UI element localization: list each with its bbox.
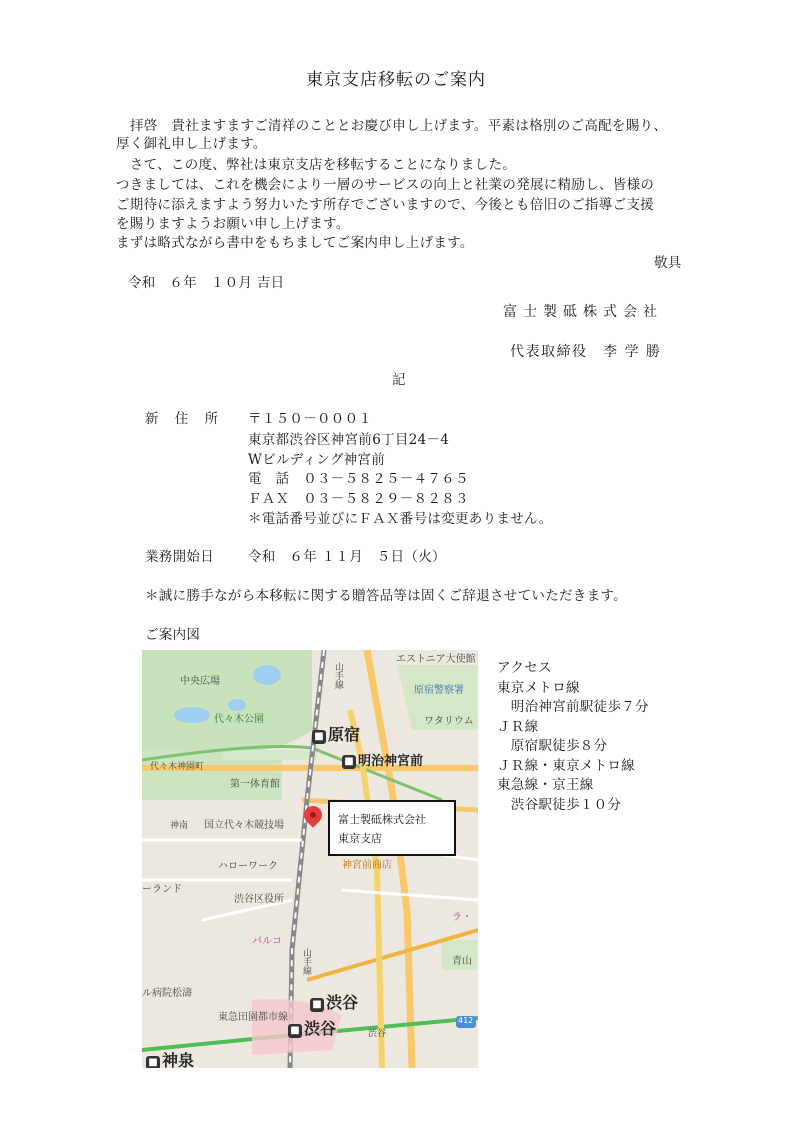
body-line: ご期待に添えますよう努力いたす所存でございますので、今後とも倍旧のご指導ご支援: [116, 197, 654, 213]
map-label: 渋谷区役所: [234, 894, 284, 905]
map-label: 原宿警察署: [414, 685, 464, 696]
train-icon: ■: [310, 998, 324, 1012]
page-title: 東京支店移転のご案内: [306, 70, 486, 90]
access-item: ＪＲ線: [497, 719, 539, 735]
access-item: ＪＲ線・東京メトロ線: [497, 758, 635, 774]
map-label: ーランド: [142, 884, 182, 895]
fax-number: ＦＡＸ ０３－５８２９－８２８３: [248, 491, 469, 507]
map-label: 東急田園都市線: [218, 1012, 288, 1023]
company-name: 富士製砥株式会社: [503, 304, 663, 320]
map-label: 中央広場: [180, 676, 220, 687]
start-date: 令和 ６年 １１月 ５日（火）: [248, 549, 446, 565]
station-shibuya: ■ 渋谷: [310, 990, 358, 1013]
address-line: 東京都渋谷区神宮前6丁目24－4: [248, 432, 450, 448]
start-label: 業務開始日: [145, 549, 214, 565]
signer: 代表取締役 李 学 勝: [510, 344, 662, 360]
metro-icon: ■: [342, 755, 356, 769]
map-label: 第一体育館: [230, 779, 280, 790]
map-label: 国立代々木競技場: [204, 820, 284, 831]
access-item: 渋谷駅徒歩１０分: [497, 797, 622, 813]
callout-branch: 東京支店: [338, 832, 382, 845]
body-line: つきましては、これを機会により一層のサービスの向上と社業の発展に精励し、皆様の: [116, 177, 655, 193]
phone-number: 電 話 ０３－５８２５－４７６５: [248, 471, 469, 487]
callout-company: 富士製砥株式会社: [338, 813, 426, 826]
map-label: 山手線: [333, 662, 343, 689]
map-label: ラ・: [452, 912, 472, 923]
access-item: 原宿駅徒歩８分: [497, 738, 608, 754]
access-heading: アクセス: [497, 660, 552, 676]
letter-date: 令和 ６年 １０月 吉日: [128, 275, 285, 291]
body-line: 拝啓 貴社ますますご清祥のこととお慶び申し上げます。平素は格別のご高配を賜り、: [130, 118, 668, 134]
map-caption: ご案内図: [145, 627, 201, 643]
access-item: 明治神宮前駅徒歩７分: [497, 699, 649, 715]
location-pin-dot: [310, 812, 316, 818]
map-label: 渋谷: [368, 1029, 387, 1039]
location-callout: [328, 800, 456, 856]
map-label: 代々木神園町: [150, 762, 205, 772]
gift-note: ＊誠に勝手ながら本移転に関する贈答品等は固くご辞退させていただきます。: [145, 588, 627, 604]
route-number: 412: [458, 1016, 474, 1025]
map: [142, 650, 478, 1068]
map-label: ワタリウム: [424, 716, 474, 727]
body-line: 厚く御礼申し上げます。: [116, 136, 267, 152]
map-label: 神宮前商店: [342, 860, 392, 871]
address-label: 新 住 所: [145, 411, 225, 427]
phone-note: ＊電話番号並びにＦＡＸ番号は変更ありません。: [248, 511, 553, 527]
map-label: 山手線: [301, 948, 311, 975]
access-item: 東急線・京王線: [497, 777, 594, 793]
map-label: 神南: [170, 821, 189, 831]
postal-code: 〒１５０－０００１: [248, 411, 373, 427]
map-label: 青山: [452, 956, 472, 967]
train-icon: ■: [146, 1056, 160, 1068]
body-line: さて、この度、弊社は東京支店を移転することになりました。: [116, 157, 516, 173]
body-line: を賜りますようお願い申し上げます。: [116, 216, 350, 232]
station-shibuya: ■ 渋谷: [288, 1016, 336, 1039]
map-label: エストニア大使館: [396, 654, 476, 665]
map-label: ハローワーク: [218, 861, 278, 872]
train-icon: ■: [288, 1024, 302, 1038]
access-item: 東京メトロ線: [497, 680, 580, 696]
body-line: まずは略式ながら書中をもちましてご案内申し上げます。: [116, 235, 474, 251]
address-line: Wビルディング神宮前: [248, 452, 386, 468]
train-icon: ■: [312, 730, 326, 744]
map-label: パルコ: [252, 936, 282, 947]
station-kamiizumi: ■ 神泉: [146, 1048, 194, 1068]
closing: 敬具: [654, 255, 682, 271]
ki-heading: 記: [392, 372, 406, 388]
station-meiji-jingumae: ■ 明治神宮前: [342, 750, 423, 769]
map-label: ル病院松濤: [142, 988, 192, 999]
station-harajuku: ■ 原宿: [312, 722, 360, 745]
map-label: 代々木公園: [214, 714, 264, 725]
